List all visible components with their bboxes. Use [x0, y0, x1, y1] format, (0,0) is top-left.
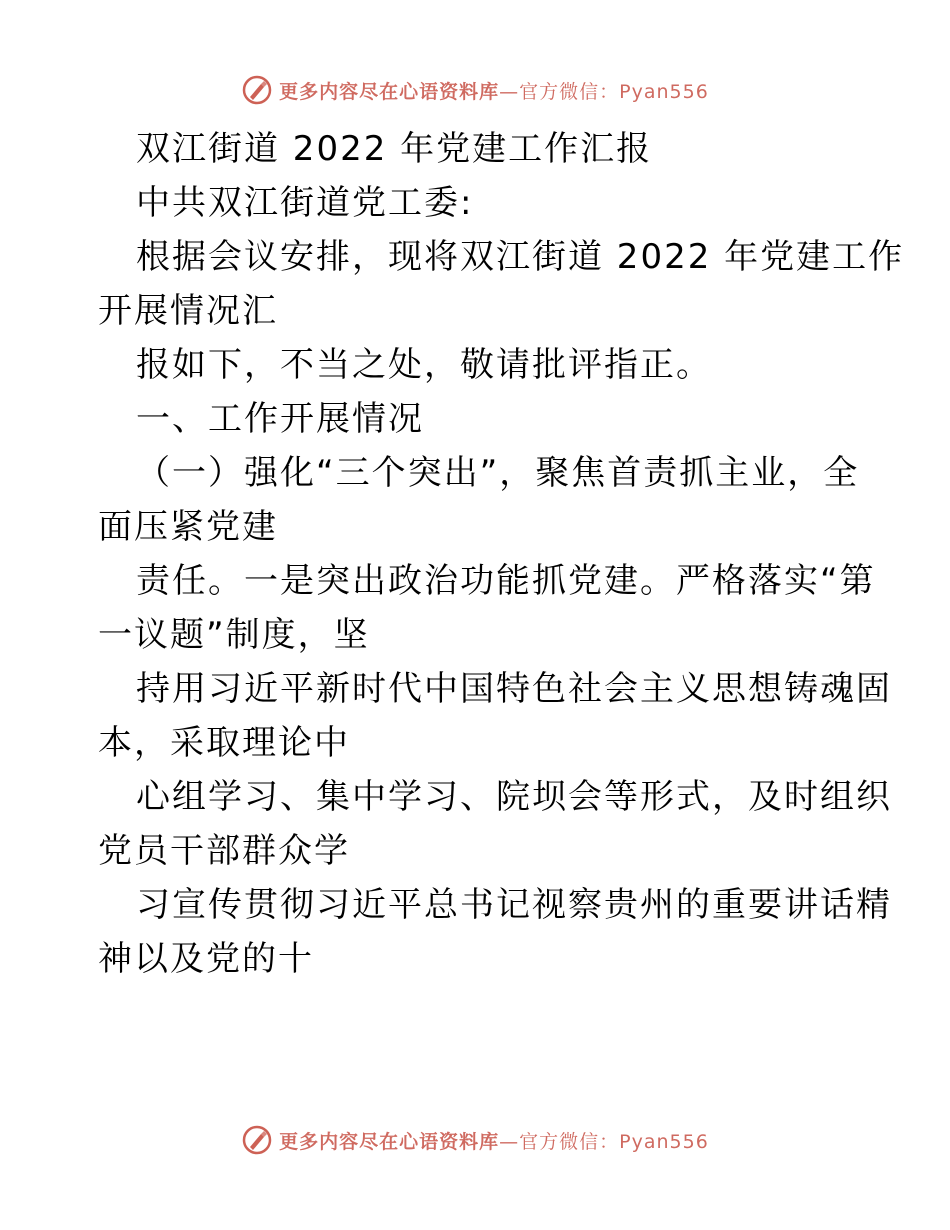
- watermark-text: [279, 77, 709, 104]
- document-title: 双江街道 2022 年党建工作汇报: [136, 129, 653, 169]
- text-line: 心组学习、集中学习、院坝会等形式，及时组织: [136, 777, 892, 817]
- document-body: [98, 122, 905, 986]
- text-line: 面压紧党建: [98, 507, 278, 547]
- header-watermark: [0, 70, 950, 110]
- text-line: 持用习近平新时代中国特色社会主义思想铸魂固: [136, 669, 892, 709]
- watermark-text: [279, 1127, 709, 1154]
- text-line: 根据会议安排，现将双江街道 2022 年党建工作: [136, 237, 905, 277]
- watermark-bold-text: 更多内容尽在心语资料库: [279, 1130, 500, 1153]
- text-line: 一议题”制度，坚: [98, 615, 370, 655]
- text-line: 本，采取理论中: [98, 723, 350, 763]
- watermark-bold-text: 更多内容尽在心语资料库: [279, 80, 500, 103]
- text-line: 党员干部群众学: [98, 831, 350, 871]
- pen-logo-icon: [241, 74, 273, 106]
- text-line: 神以及党的十: [98, 939, 314, 979]
- text-line: 责任。一是突出政治功能抓党建。严格落实“第: [136, 561, 876, 601]
- text-line: 开展情况汇: [98, 291, 278, 331]
- text-line: 报如下，不当之处，敬请批评指正。: [136, 345, 712, 385]
- text-line: （一）强化“三个突出”，聚焦首责抓主业，全: [136, 453, 860, 493]
- watermark-plain-text: —官方微信：Pyan556: [499, 80, 709, 103]
- pen-logo-icon: [241, 1124, 273, 1156]
- addressee: 中共双江街道党工委:: [136, 183, 474, 223]
- footer-watermark: [0, 1120, 950, 1160]
- text-line: 习宣传贯彻习近平总书记视察贵州的重要讲话精: [136, 885, 892, 925]
- watermark-plain-text: —官方微信：Pyan556: [499, 1130, 709, 1153]
- section-heading: 一、工作开展情况: [136, 399, 424, 439]
